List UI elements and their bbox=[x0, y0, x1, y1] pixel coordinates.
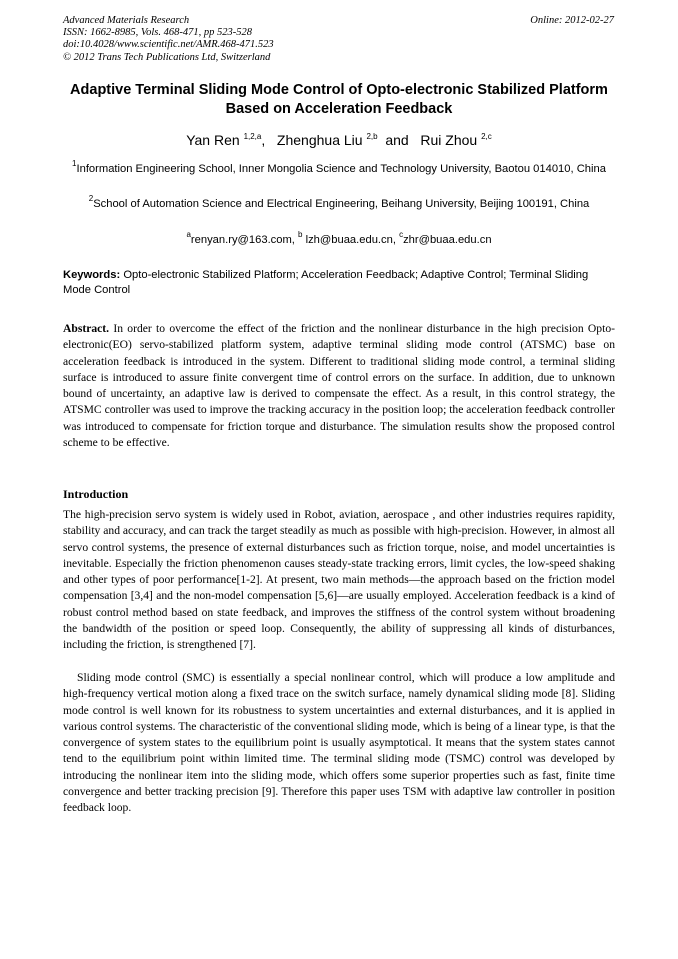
author-name: Yan Ren bbox=[186, 132, 240, 148]
affiliation-text: Information Engineering School, Inner Mongolia Science and Technology University, Baotou 014010, China bbox=[76, 163, 606, 175]
affiliation-1 bbox=[63, 159, 615, 177]
author-emails bbox=[63, 230, 615, 248]
author-separator: , bbox=[261, 132, 266, 148]
email-link[interactable]: zhr@buaa.edu.cn bbox=[403, 234, 492, 246]
journal-doi: doi:10.4028/www.scientific.net/AMR.468-471.523 bbox=[63, 39, 274, 51]
author-sup: 1,2,a bbox=[243, 132, 262, 141]
abstract-text: In order to overcome the effect of the friction and the nonlinear disturbance in the high precision Opto-electronic(EO) servo-stabilized platform system, adaptive terminal sliding mode control (ATSMC) base on acceleration feedback is introduced in the system. Different to traditional sliding mode control, a terminal sliding surface is introduced to assure finite convergent time of control errors on the surface. In addition, due to unknown bound of uncertainty, an adaptive law is derived to compensate the effect. As a result, in this control strategy, the ATSMC controller was used to improve the tracking accuracy in the position loop; the acceleration feedback controller was introduced to compensate for friction torque and disturbance. The simulation results show the proposed control scheme to be effective. bbox=[63, 322, 615, 450]
keywords-label: Keywords: bbox=[63, 269, 121, 281]
author-list bbox=[63, 130, 615, 150]
introduction-paragraph: Sliding mode control (SMC) is essentially a special nonlinear control, which will produce a low amplitude and high-frequency vertical motion along a fixed trace on the switch surface, namely dynamical sliding mode [8]. Sliding mode control is well known for its robustness to system uncertainties and external disturbances, and it is applied in various control systems. The characteristic of the conventional sliding mode, which is being of a linear type, is that the convergence of system states to the equilibrium point is usually asymptotical. It means that the system states cannot tend to the equilibrium point within limited time. The terminal sliding mode (TSMC) control was developed by introducing the nonlinear item into the sliding mode, which offers some superior properties such as fast, finite time convergence and better tracking precision [9]. Therefore this paper uses TSM with adaptive law controller in position feedback loop. bbox=[63, 671, 615, 815]
introduction-heading: Introduction bbox=[63, 487, 129, 501]
affiliation-2 bbox=[63, 194, 615, 212]
author-name: Rui Zhou bbox=[420, 132, 478, 148]
email-sup: a bbox=[186, 230, 191, 239]
journal-issn: ISSN: 1662-8985, Vols. 468-471, pp 523-528 bbox=[63, 27, 252, 39]
keywords-text: Opto-electronic Stabilized Platform; Acceleration Feedback; Adaptive Control; Terminal Sliding Mode Control bbox=[63, 269, 589, 296]
keywords-section bbox=[63, 268, 615, 298]
author-sup: 2,b bbox=[366, 132, 378, 141]
abstract-section bbox=[63, 321, 615, 451]
email-sup: b bbox=[298, 230, 303, 239]
email-sup: c bbox=[399, 230, 404, 239]
journal-header bbox=[63, 15, 274, 64]
affiliation-sup: 1 bbox=[72, 159, 77, 168]
abstract-label: Abstract. bbox=[63, 322, 110, 335]
online-date: Online: 2012-02-27 bbox=[530, 15, 614, 26]
journal-copyright: © 2012 Trans Tech Publications Ltd, Switzerland bbox=[63, 51, 271, 63]
paper-title: Adaptive Terminal Sliding Mode Control of Opto-electronic Stabilized Platform Based on Acceleration Feedback bbox=[70, 82, 608, 117]
email-link[interactable]: lzh@buaa.edu.cn, bbox=[305, 234, 396, 246]
author-name: Zhenghua Liu bbox=[276, 132, 363, 148]
affiliation-sup: 2 bbox=[88, 194, 94, 203]
author-and: and bbox=[385, 132, 409, 148]
introduction-paragraph: The high-precision servo system is widely used in Robot, aviation, aerospace , and other industries requires rapidity, stability and accuracy, and can track the target steadily as much as possible with high-precision. However, in almost all servo control systems, the presence of external disturbances such as friction torque, noise, and model uncertainties is inevitable. Especially the friction phenomenon causes steady-state tracking errors, limit cycles, the low-speed shaking and other types of poor performance[1-2]. At present, two main methods—the approach based on the friction model compensation [3,4] and the non-model compensation [5,6]—are usually employed. Acceleration feedback is a kind of robust control method based on state feedback, and improves the stiffness of the control system without broadening the bandwidth of the position or speed loop. Consequently, the ability of suppressing all kinds of disturbances, including the friction, is strengthened [7]. bbox=[63, 508, 616, 652]
affiliation-text: School of Automation Science and Electrical Engineering, Beihang University, Beijing 100191, China bbox=[93, 198, 590, 210]
journal-name: Advanced Materials Research bbox=[63, 15, 190, 26]
email-link[interactable]: renyan.ry@163.com, bbox=[190, 234, 295, 246]
author-sup: 2,c bbox=[481, 132, 492, 141]
